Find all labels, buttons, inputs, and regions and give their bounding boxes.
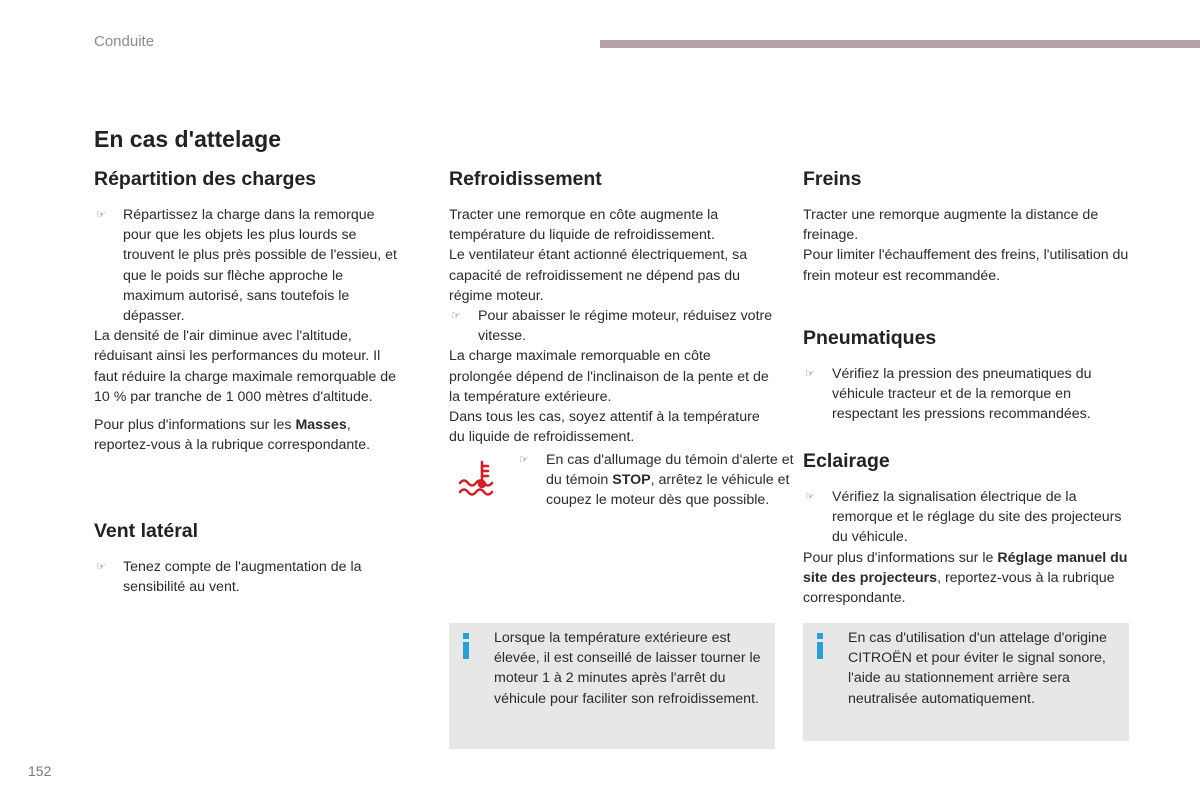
vent-section	[94, 518, 399, 597]
refroidissement-para1: Tracter une remorque en côte augmente la température du liquide de refroidissement.	[449, 207, 719, 244]
pneumatiques-bullet	[803, 364, 1133, 425]
pointing-hand-icon: ☞	[519, 454, 529, 466]
refroidissement-bullet-text: Pour abaisser le régime moteur, réduisez votre vitesse.	[478, 308, 773, 345]
page-title: En cas d'attelage	[94, 126, 281, 152]
pointing-hand-icon: ☞	[96, 209, 106, 221]
refroidissement-heading: Refroidissement	[449, 168, 602, 190]
coolant-warning	[455, 450, 794, 540]
freins-heading: Freins	[803, 168, 862, 190]
altitude-paragraph: La densité de l'air diminue avec l'altitude, réduisant ainsi les performances du moteur. Il faut réduire la charge maximale remorquable de 10 % par tranche de 1 000 mètres d'altitude.	[94, 328, 397, 405]
eclairage-bullet	[803, 487, 1128, 548]
refroidissement-para2: Le ventilateur étant actionné électriquement, sa capacité de refroidissement ne dépend pas du régime moteur.	[449, 247, 748, 304]
eclairage-bullet-text: Vérifiez la signalisation électrique de la remorque et le réglage du site des projecteurs du véhicule.	[832, 489, 1122, 546]
coolant-warning-bullet	[517, 450, 801, 511]
vent-bullet-text: Tenez compte de l'augmentation de la sensibilité au vent.	[123, 559, 362, 596]
repartition-bullet	[94, 205, 399, 326]
eclairage-reference: Pour plus d'informations sur le Réglage manuel du site des projecteurs, reportez-vous à la rubrique correspondante.	[803, 549, 1128, 607]
info-towbar-text: En cas d'utilisation d'un attelage d'origine CITROËN et pour éviter le signal sonore, l'aide au stationnement arrière sera neutralisée automatiquement.	[848, 630, 1107, 707]
repartition-section	[94, 166, 399, 455]
vent-bullet	[94, 557, 399, 597]
pointing-hand-icon: ☞	[805, 368, 815, 380]
masses-link: Masses	[295, 417, 347, 434]
freins-para2: Pour limiter l'échauffement des freins, l'utilisation du frein moteur est recommandée.	[803, 247, 1129, 284]
coolant-warning-text: En cas d'allumage du témoin d'alerte et du témoin STOP, arrêtez le véhicule et coupez le moteur dès que possible.	[546, 452, 794, 509]
freins-para1: Tracter une remorque augmente la distance de freinage.	[803, 207, 1099, 244]
page-number: 152	[28, 763, 52, 779]
pointing-hand-icon: ☞	[451, 310, 461, 323]
info-icon	[814, 633, 828, 659]
pneumatiques-bullet-text: Vérifiez la pression des pneumatiques du véhicule tracteur et de la remorque en respectant les pressions recommandées.	[832, 366, 1092, 423]
refroidissement-section	[449, 166, 777, 447]
stop-label: STOP	[612, 472, 651, 489]
pneumatiques-heading: Pneumatiques	[803, 327, 937, 349]
info-box-cooling	[449, 623, 775, 749]
freins-section	[803, 166, 1133, 286]
refroidissement-bullet	[449, 306, 777, 346]
repartition-bullet-text: Répartissez la charge dans la remorque pour que les objets les plus lourds se trouvent le plus près possible de l'essieu, et que le poids sur flèche approche le maximum autorisé, sans toutefois le dépasser.	[123, 207, 398, 325]
vent-heading: Vent latéral	[94, 520, 199, 542]
pointing-hand-icon: ☞	[805, 491, 815, 503]
info-icon	[460, 633, 474, 659]
refroidissement-para4: Dans tous les cas, soyez attentif à la température du liquide de refroidissement.	[449, 409, 760, 446]
masses-reference: Pour plus d'informations sur les Masses, reportez-vous à la rubrique correspondante.	[94, 417, 371, 454]
pneumatiques-section	[803, 325, 1133, 425]
eclairage-section	[803, 448, 1128, 608]
info-box-towbar	[803, 623, 1129, 741]
header-accent-bar	[600, 40, 1200, 48]
eclairage-heading: Eclairage	[803, 450, 890, 472]
reglage-link: Réglage manuel du site des projecteurs	[803, 549, 1128, 586]
pointing-hand-icon: ☞	[96, 561, 106, 573]
repartition-heading: Répartition des charges	[94, 168, 317, 190]
refroidissement-para3: La charge maximale remorquable en côte prolongée dépend de l'inclinaison de la pente et de la température extérieure.	[449, 348, 769, 405]
info-cooling-text: Lorsque la température extérieure est élevée, il est conseillé de laisser tourner le moteur 1 à 2 minutes après l'arrêt du véhicule pour faciliter son refroidissement.	[494, 630, 761, 707]
coolant-temperature-warning-icon	[455, 454, 511, 500]
section-label: Conduite	[94, 33, 155, 50]
